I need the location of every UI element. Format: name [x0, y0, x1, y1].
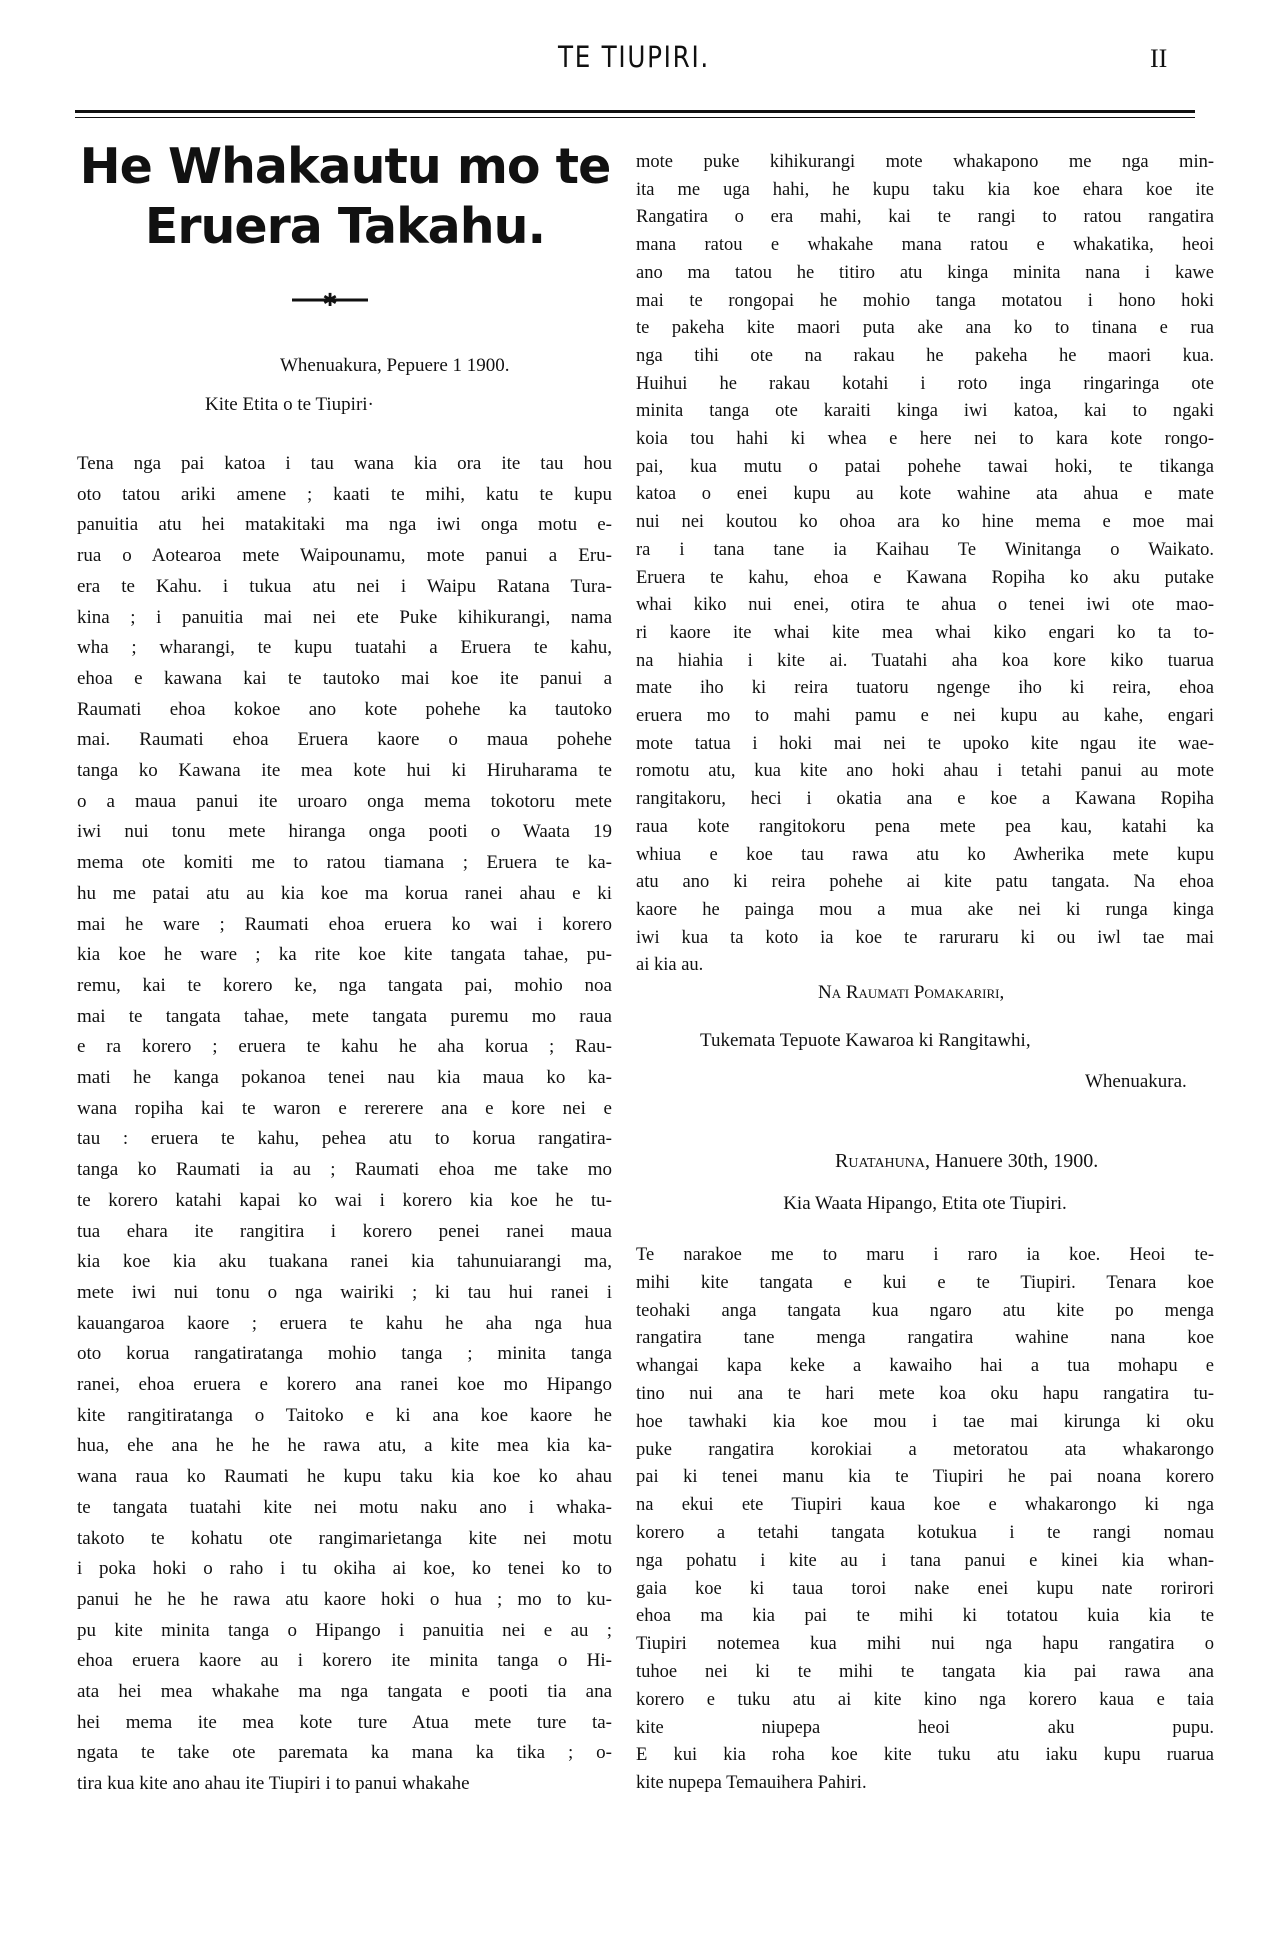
text-line: korero a tetahi tangata kotukua i te rangi nomau [636, 1523, 1214, 1543]
text-line: te korero katahi kapai ko wai i korero kia koe he tu- [77, 1189, 612, 1211]
text-line: tanga ko Raumati ia au ; Raumati ehoa me take mo [77, 1159, 612, 1181]
text-line: te tangata tuatahi kite nei motu naku ano i whaka- [77, 1496, 612, 1518]
text-line: romotu atu, kua kite ano hoki ahau i tetahi panui au mote [636, 761, 1214, 782]
text-line: tino nui ana te hari mete koa oku hapu rangatira tu- [636, 1384, 1214, 1404]
text-line: e ra korero ; eruera te kahu he aha korua ; Rau- [77, 1036, 612, 1058]
article-title-line-2: Eruera Takahu. [144, 198, 546, 255]
text-line: korero e tuku atu ai kite kino nga korero kaua e taia [636, 1689, 1214, 1710]
text-line: iwi nui tonu mete hiranga onga pooti o Waata 19 [77, 821, 612, 843]
text-line: mana ratou e whakahe mana ratou e whakatika, heoi [636, 235, 1214, 256]
text-line: kia koe kia aku tuakana ranei kia tahunuiarangi ma, [77, 1251, 612, 1273]
text-line: wha ; wharangi, te kupu tuatahi a Eruera te kahu, [77, 637, 612, 659]
signature-place: Whenuakura. [1085, 1071, 1187, 1092]
article2-dateline-place: Ruatahuna, [835, 1150, 930, 1172]
text-line: hua, ehe ana he he he rawa atu, a kite mea kia ka- [77, 1435, 612, 1457]
text-line: na hiahia i kite ai. Tuatahi aha koa kore kiko tuarua [636, 650, 1214, 671]
running-title: TE TIUPIRI. [558, 40, 710, 74]
article-title-line-1: He Whakautu mo te [79, 138, 611, 195]
text-line: hoe tawhaki kia koe mou i tae mai kirunga ki oku [636, 1411, 1214, 1432]
text-line: oto tatou ariki amene ; kaati te mihi, katu te kupu [77, 483, 612, 505]
text-line: mai te rongopai he mohio tanga motatou i hono hoki [636, 290, 1214, 311]
ornament-divider-icon [290, 290, 370, 310]
text-line: kia koe he ware ; ka rite koe kite tangata tahae, pu- [77, 944, 612, 966]
page-number: II [1150, 44, 1168, 73]
text-line: mihi kite tangata e kui e te Tiupiri. Tenara koe [636, 1272, 1214, 1293]
text-line: Te narakoe me to maru i raro ia koe. Heoi te- [636, 1245, 1214, 1265]
text-line: mema ote komiti me to ratou tiamana ; Eruera te ka- [77, 852, 612, 874]
text-line: kauangaroa kaore ; eruera te kahu he aha nga hua [77, 1312, 612, 1334]
text-line: whangai kapa keke a kawaiho hai a tua mohapu e [636, 1356, 1214, 1377]
text-line: minita tanga ote karaiti kinga iwi katoa, kai to ngaki [636, 401, 1214, 422]
header-rule-thick [75, 110, 1195, 113]
article2-dateline-date: Hanuere 30th, 1900. [935, 1150, 1099, 1172]
text-line: Tiupiri notemea kua mihi nui nga hapu rangatira o [636, 1634, 1214, 1655]
text-line: ano ma tatou he titiro atu kinga minita nana i kawe [636, 262, 1214, 283]
text-line: ri kaore ite whai kite mea whai kiko engari ko ta to- [636, 622, 1214, 643]
text-line: kite niupepa heoi aku pupu. [636, 1717, 1214, 1738]
text-line: Eruera te kahu, ehoa e Kawana Ropiha ko aku putake [636, 567, 1214, 588]
text-line: pai, kua mutu o patai pohehe tawai hoki, te tikanga [636, 456, 1214, 477]
article2-salutation: Kia Waata Hipango, Etita ote Tiupiri. [783, 1193, 1067, 1214]
text-line: mai. Raumati ehoa Eruera kaore o maua pohehe [77, 729, 612, 751]
text-line: koia tou hahi ki whea e here nei to kara kote rongo- [636, 429, 1214, 449]
text-line: atu ano ki reira pohehe ai kite patu tangata. Na ehoa [636, 872, 1214, 893]
text-line: o a maua panui ite uroaro onga mema tokotoru mete [77, 790, 612, 812]
text-line: whai kiko nui enei, otira te ahua o tenei iwi ote mao- [636, 595, 1214, 616]
text-line: takoto te kohatu ote rangimarietanga kite nei motu [77, 1527, 612, 1549]
text-line: katoa o enei kupu au kote wahine ata ahua e mate [636, 484, 1214, 505]
text-line: panui he he he rawa atu kaore hoki o hua ; mo to ku- [77, 1588, 612, 1610]
text-line: rangatira tane menga rangatira wahine nana koe [636, 1328, 1214, 1349]
text-line: pu kite minita tanga o Hipango i panuitia nei e au ; [77, 1619, 612, 1641]
text-line: teohaki anga tangata kua ngaro atu kite po menga [636, 1300, 1214, 1321]
text-line: tira kua kite ano ahau ite Tiupiri i to panui whakahe [77, 1773, 470, 1795]
text-line: wana raua ko Raumati he kupu taku kia koe ko ahau [77, 1466, 612, 1488]
text-line: hu me patai atu au kia koe ma korua ranei ahau e ki [77, 882, 612, 904]
text-line: eruera mo to mahi pamu e nei kupu au kahe, engari [636, 706, 1214, 726]
text-line: puke rangatira korokiai a metoratou ata whakarongo [636, 1439, 1214, 1460]
text-line: nga pohatu i kite au i tana panui e kinei kia whan- [636, 1550, 1214, 1571]
text-line: mote tatua i hoki mai nei te upoko kite ngau ite wae- [636, 733, 1214, 754]
text-line: Raumati ehoa kokoe ano kote pohehe ka tautoko [77, 698, 612, 720]
text-line: rangitakoru, heci i okatia ana e koe a Kawana Ropiha [636, 789, 1214, 810]
text-line: mote puke kihikurangi mote whakapono me nga min- [636, 152, 1214, 172]
text-line: tanga ko Kawana ite mea kote hui ki Hiruharama te [77, 760, 612, 781]
article-salutation: Kite Etita o te Tiupiri· [205, 394, 374, 415]
text-line: tuhoe nei ki te mihi te tangata kia pai rawa ana [636, 1662, 1214, 1682]
text-line: mati he kanga pokanoa tenei nau kia maua ko ka- [77, 1067, 612, 1088]
signature-name: Na Raumati Pomakariri, [818, 982, 1005, 1003]
text-line: nga tihi ote na rakau he pakeha he maori kua. [636, 345, 1214, 366]
text-line: oto korua rangatiratanga mohio tanga ; minita tanga [77, 1343, 612, 1365]
article2-dateline [835, 1150, 1098, 1173]
text-line: hei mema ite mea kote ture Atua mete ture ta- [77, 1711, 612, 1733]
text-line: ehoa e kawana kai te tautoko mai koe ite panui a [77, 667, 612, 689]
text-line: gaia koe ki taua toroi nake enei kupu nate rorirori [636, 1578, 1214, 1599]
text-line: kite rangitiratanga o Taitoko e ki ana koe kaore he [77, 1404, 612, 1426]
text-line: i poka hoki o raho i tu okiha ai koe, ko tenei ko to [77, 1558, 612, 1580]
text-line: te pakeha kite maori puta ake ana ko to tinana e rua [636, 318, 1214, 339]
text-line: remu, kai te korero ke, nga tangata pai, mohio noa [77, 974, 612, 996]
text-line: ehoa ma kia pai te mihi ki totatou kuia kia te [636, 1606, 1214, 1627]
text-line: mai he ware ; Raumati ehoa eruera ko wai i korero [77, 913, 612, 935]
header-rule-thin [75, 117, 1195, 118]
text-line: ita me uga hahi, he kupu taku kia koe ehara koe ite [636, 179, 1214, 200]
text-line: tua ehara ite rangitira i korero penei ranei maua [77, 1220, 612, 1242]
text-line: raua kote rangitokoru pena mete pea kau, katahi ka [636, 816, 1214, 837]
text-line: panuitia atu hei matakitaki ma nga iwi onga motu e- [77, 514, 612, 536]
text-line: kina ; i panuitia mai nei ete Puke kihikurangi, nama [77, 606, 612, 628]
text-line: kaore he painga mou a mua ake nei ki runga kinga [636, 899, 1214, 920]
text-line: mate iho ki reira tuatoru ngenge iho ki reira, ehoa [636, 678, 1214, 699]
text-line: mete iwi nui tonu o nga wairiki ; ki tau hui ranei i [77, 1281, 612, 1303]
text-line: tau : eruera te kahu, pehea atu to korua rangatira- [77, 1128, 612, 1150]
text-line: ngata te take ote paremata ka mana ka tika ; o- [77, 1742, 612, 1764]
text-line: Huihui he rakau kotahi i roto inga ringaringa ote [636, 373, 1214, 394]
text-line: Tena nga pai katoa i tau wana kia ora ite tau hou [77, 453, 612, 474]
article-dateline: Whenuakura, Pepuere 1 1900. [280, 355, 510, 376]
text-line: Rangatira o era mahi, kai te rangi to ratou rangatira [636, 207, 1214, 228]
signature-line: Tukemata Tepuote Kawaroa ki Rangitawhi, [700, 1030, 1031, 1051]
text-line: kite nupepa Temauihera Pahiri. [636, 1773, 867, 1794]
text-line: pai ki tenei manu kia te Tiupiri he pai noana korero [636, 1467, 1214, 1488]
text-line: rua o Aotearoa mete Waipounamu, mote panui a Eru- [77, 545, 612, 567]
text-line: ata hei mea whakahe ma nga tangata e pooti tia ana [77, 1681, 612, 1702]
text-line: ranei, ehoa eruera e korero ana ranei koe mo Hipango [77, 1374, 612, 1395]
text-line: ehoa eruera kaore au i korero ite minita tanga o Hi- [77, 1650, 612, 1672]
text-line: nui nei koutou ko ohoa ara ko hine mema e moe mai [636, 512, 1214, 533]
text-line: whiua e koe tau rawa atu ko Awherika mete kupu [636, 844, 1214, 865]
text-line: wana ropiha kai te waron e rererere ana e kore nei e [77, 1097, 612, 1119]
text-line: ra i tana tane ia Kaihau Te Winitanga o Waikato. [636, 539, 1214, 560]
text-line: iwi kua ta koto ia koe te raruraru ki ou iwl tae mai [636, 927, 1214, 948]
text-line: era te Kahu. i tukua atu nei i Waipu Ratana Tura- [77, 575, 612, 597]
text-line: na ekui ete Tiupiri kaua koe e whakarongo ki nga [636, 1495, 1214, 1516]
text-line: ai kia au. [636, 955, 704, 976]
text-line: mai te tangata tahae, mete tangata puremu mo raua [77, 1005, 612, 1027]
text-line: E kui kia roha koe kite tuku atu iaku kupu ruarua [636, 1745, 1214, 1766]
svg-text:✱: ✱ [322, 290, 338, 310]
